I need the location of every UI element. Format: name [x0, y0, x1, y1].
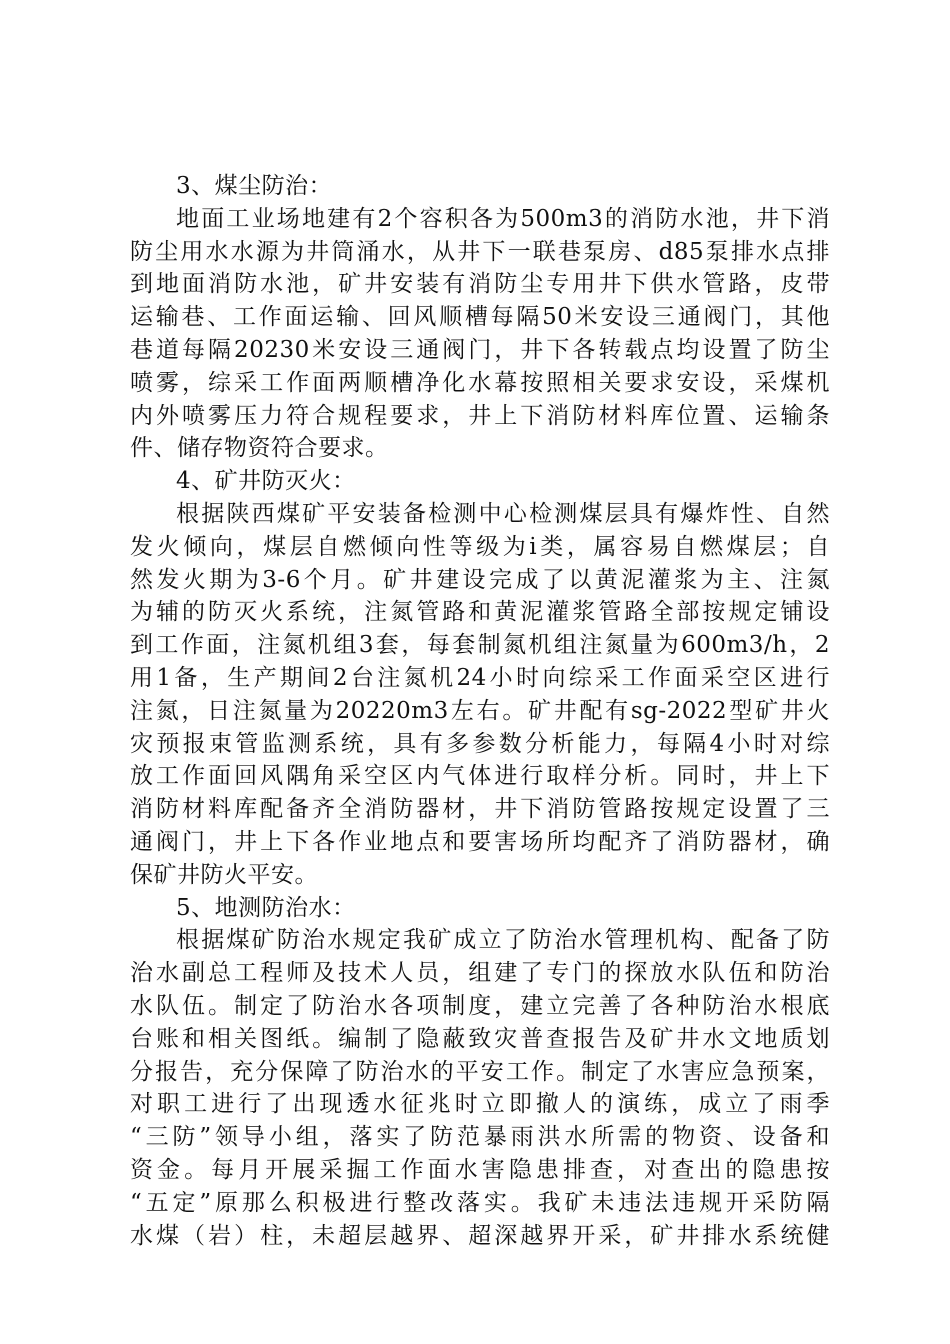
- text-line: 防尘用水水源为井筒涌水，从井下一联巷泵房、d85泵排水点排: [130, 238, 830, 265]
- text-line: 通阀门，井上下各作业地点和要害场所均配齐了消防器材，确: [130, 828, 830, 855]
- text-line: 根据陕西煤矿平安装备检测中心检测煤层具有爆炸性、自然: [176, 500, 830, 527]
- text-line: 根据煤矿防治水规定我矿成立了防治水管理机构、配备了防: [176, 927, 830, 954]
- text-line: 注氮，日注氮量为20220m3左右。矿井配有sg-2022型矿井火: [130, 697, 830, 724]
- text-line: 用1备，生产期间2台注氮机24小时向综采工作面采空区进行: [130, 664, 830, 691]
- text-line: 发火倾向，煤层自燃倾向性等级为i类，属容易自燃煤层；自: [130, 533, 830, 560]
- text-line: 分报告，充分保障了防治水的平安工作。制定了水害应急预案，: [130, 1058, 830, 1085]
- text-line: 台账和相关图纸。编制了隐蔽致灾普查报告及矿井水文地质划: [130, 1025, 830, 1052]
- text-line: “三防”领导小组，落实了防范暴雨洪水所需的物资、设备和: [130, 1124, 830, 1151]
- text-line: 资金。每月开展采掘工作面水害隐患排查，对查出的隐患按: [130, 1156, 830, 1183]
- text-line: “五定”原那么积极进行整改落实。我矿未违法违规开采防隔: [130, 1189, 830, 1216]
- text-line: 巷道每隔20230米安设三通阀门，井下各转载点均设置了防尘: [130, 336, 830, 363]
- text-line: 然发火期为3-6个月。矿井建设完成了以黄泥灌浆为主、注氮: [130, 566, 830, 593]
- text-line: 5、地测防治水：: [176, 894, 356, 921]
- text-line: 到工作面，注氮机组3套，每套制氮机组注氮量为600m3/h，2: [130, 632, 830, 659]
- text-line: 4、矿井防灭火：: [176, 468, 356, 495]
- text-line: 内外喷雾压力符合规程要求，井上下消防材料库位置、运输条: [130, 402, 830, 429]
- text-line: 水队伍。制定了防治水各项制度，建立完善了各种防治水根底: [130, 992, 830, 1019]
- text-line: 保矿井防火平安。: [130, 861, 318, 888]
- document-page: [130, 170, 830, 1252]
- text-line: 为辅的防灭火系统，注氮管路和黄泥灌浆管路全部按规定铺设: [130, 599, 830, 626]
- text-line: 水煤（岩）柱，未超层越界、超深越界开采，矿井排水系统健: [130, 1222, 830, 1249]
- text-line: 运输巷、工作面运输、回风顺槽每隔50米安设三通阀门，其他: [130, 304, 830, 331]
- text-line: 灾预报束管监测系统，具有多参数分析能力，每隔4小时对综: [130, 730, 830, 757]
- text-line: 消防材料库配备齐全消防器材，井下消防管路按规定设置了三: [130, 796, 830, 823]
- text-line: 治水副总工程师及技术人员，组建了专门的探放水队伍和防治: [130, 960, 830, 987]
- text-line: 3、煤尘防治：: [176, 173, 333, 199]
- text-line: 放工作面回风隅角采空区内气体进行取样分析。同时，井上下: [130, 763, 830, 790]
- text-line: 到地面消防水池，矿井安装有消防尘专用井下供水管路，皮带: [130, 271, 830, 298]
- text-line: 对职工进行了出现透水征兆时立即撤人的演练，成立了雨季: [130, 1091, 830, 1118]
- text-line: 件、储存物资符合要求。: [130, 435, 389, 462]
- text-line: 喷雾，综采工作面两顺槽净化水幕按照相关要求安设，采煤机: [130, 369, 830, 396]
- text-line: 地面工业场地建有2个容积各为500m3的消防水池，井下消: [176, 205, 830, 232]
